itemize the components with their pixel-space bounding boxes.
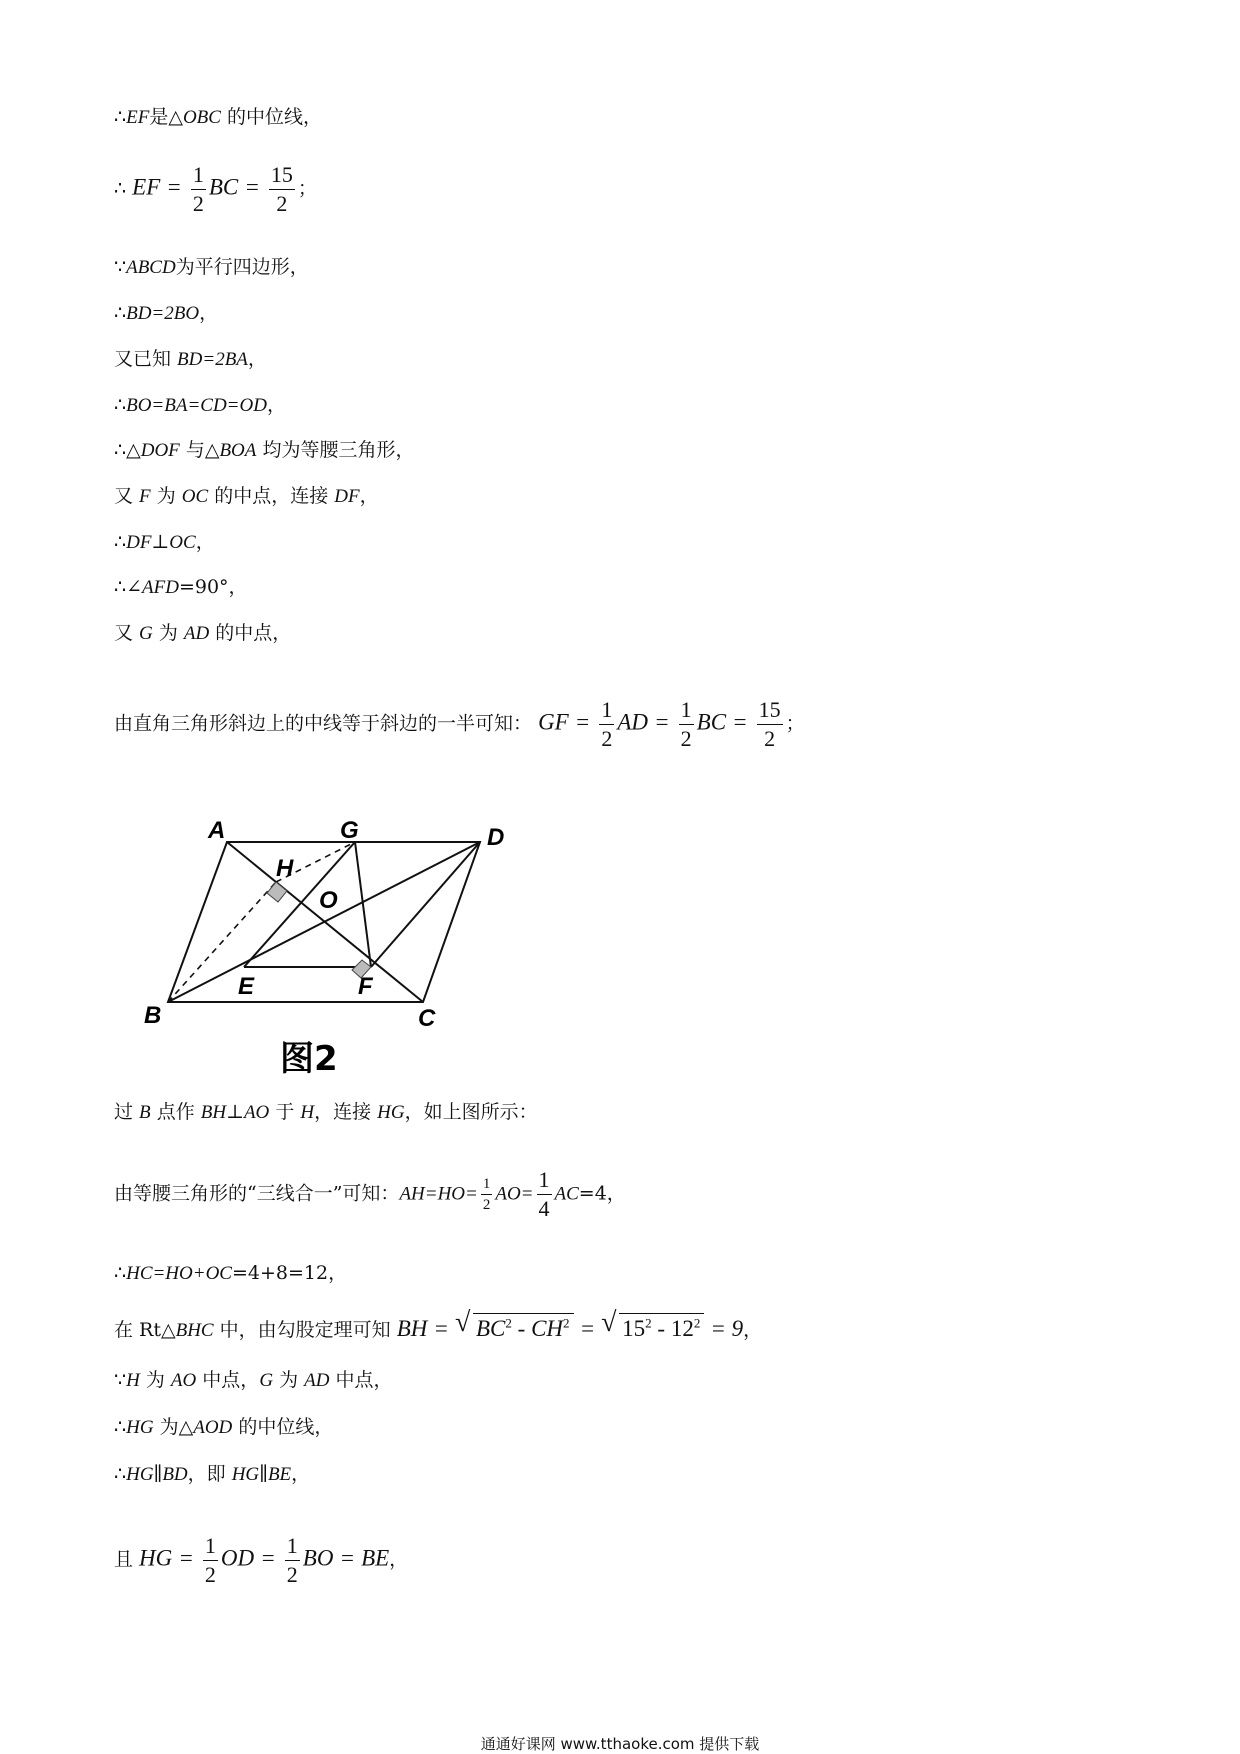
line-5: 又已知 BD=2BA， [114, 348, 267, 370]
line-8: 又 F 为 OC 的中点，连接 DF， [114, 485, 379, 507]
geometry-figure [130, 800, 530, 1090]
label-c: C [418, 1005, 436, 1032]
line-3: ∵ABCD为平行四边形， [114, 256, 309, 278]
dashed-bh [168, 882, 276, 1002]
label-b: B [144, 1002, 162, 1029]
line-19: ∴HG∥BD，即 HG∥BE， [114, 1463, 311, 1485]
page-footer: 通通好课网 www.tthaoke.com 提供下载 [480, 1735, 760, 1753]
fraction: $\frac{15}{2}$ [270, 162, 293, 217]
fraction: $\frac{1}{2}$ [601, 697, 613, 752]
sqrt-expression-2: √ $15^2 - 12^2$ [619, 1313, 704, 1341]
line-6: ∴BO=BA=CD=OD， [114, 394, 286, 416]
label-f: F [358, 973, 373, 1000]
line-18: ∴HG 为△AOD 的中位线， [114, 1416, 334, 1438]
line-7: ∴△DOF 与△BOA 均为等腰三角形， [114, 439, 415, 461]
sqrt-expression-1: √ $BC^2 - CH^2$ [473, 1313, 574, 1341]
label-a: A [208, 817, 226, 844]
label-h: H [276, 855, 294, 882]
label-o: O [319, 887, 338, 914]
fraction: $\frac{1}{2}$ [204, 1533, 216, 1588]
line-9: ∴DF⊥OC， [114, 531, 215, 553]
label-e: E [238, 973, 255, 1000]
segment-ge [244, 842, 355, 967]
label-d: D [487, 824, 505, 851]
line-14: 由等腰三角形的“三线合一”可知：AH=HO= $\frac{1}{2}$ AO= $\frac{1}{4}$ AC=4， [114, 1167, 626, 1222]
line-11: 又 G 为 AD 的中点， [114, 622, 292, 644]
line-13: 过 B 点作 BH⊥AO 于 H，连接 HG，如上图所示： [114, 1101, 538, 1123]
diagonal-bd [168, 842, 480, 1002]
line-17: ∵H 为 AO 中点，G 为 AD 中点， [114, 1369, 393, 1391]
line-10: ∴∠AFD=90°， [114, 576, 248, 598]
fraction: $\frac{1}{2}$ [482, 1176, 491, 1213]
segment-df [371, 842, 480, 967]
line-16: 在 Rt△BHC 中，由勾股定理可知 BH = √ $BC^2 - CH^2$ = √ $15^2 - 12^2 = 9$， [114, 1313, 762, 1341]
line-12: 由直角三角形斜边上的中线等于斜边的一半可知： GF = $\frac{1}{2}$ AD = $\frac{1}{2}$ BC = $\frac{15}{2}$ ； [114, 697, 805, 752]
fraction: $\frac{1}{4}$ [538, 1167, 550, 1222]
right-angle-mark-h [267, 882, 287, 902]
label-g: G [340, 817, 359, 844]
line-1: ∴EF是△OBC 的中位线， [114, 106, 322, 128]
fraction: $\frac{1}{2}$ [286, 1533, 298, 1588]
line-4: ∴BD=2BO， [114, 302, 219, 324]
line-20: 且 HG = $\frac{1}{2}$ OD = $\frac{1}{2}$ BO = BE， [114, 1533, 409, 1588]
line-2: ∴ EF = $\frac{1}{2}$ BC = $\frac{15}{2}$ ； [114, 162, 317, 217]
fraction: $\frac{15}{2}$ [758, 697, 781, 752]
fraction: $\frac{1}{2}$ [192, 162, 204, 217]
figure-caption: 图2 [280, 1039, 338, 1079]
fraction: $\frac{1}{2}$ [680, 697, 692, 752]
line-15: ∴HC=HO+OC=4+8=12， [114, 1262, 348, 1284]
